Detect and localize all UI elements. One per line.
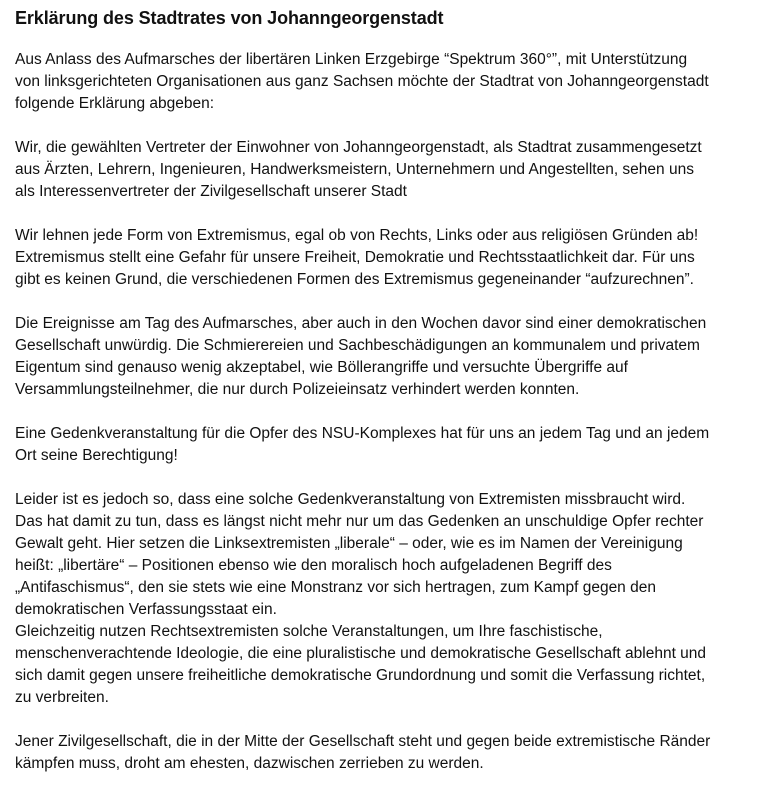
text-line: menschenverachtende Ideologie, die eine pluralistische und demokratische Gesellschaft ablehnt und xyxy=(15,645,707,662)
paragraph xyxy=(15,423,775,467)
text-line: sich damit gegen unsere freiheitliche demokratische Grundordnung und somit die Verfassung richtet, xyxy=(15,667,706,684)
paragraph xyxy=(15,313,775,401)
text-line: Das hat damit zu tun, dass es längst nicht mehr nur um das Gedenken an unschuldige Opfer rechter xyxy=(15,513,704,530)
text-line: Die Ereignisse am Tag des Aufmarsches, aber auch in den Wochen davor sind einer demokratischen xyxy=(15,315,707,332)
text-line: folgende Erklärung abgeben: xyxy=(15,95,215,112)
document-title: Erklärung des Stadtrates von Johanngeorgenstadt xyxy=(15,8,444,28)
text-line: Gewalt geht. Hier setzen die Linksextremisten „liberale“ – oder, wie es im Namen der Vereinigung xyxy=(15,535,683,552)
text-line: heißt: „libertäre“ – Positionen ebenso wie den moralisch hoch aufgeladenen Begriff des xyxy=(15,557,612,574)
paragraph xyxy=(15,225,775,291)
text-line: Eine Gedenkveranstaltung für die Opfer des NSU-Komplexes hat für uns an jedem Tag und an jedem xyxy=(15,425,710,442)
paragraph xyxy=(15,621,775,709)
text-line: Aus Anlass des Aufmarsches der libertären Linken Erzgebirge “Spektrum 360°”, mit Unterstützung xyxy=(15,51,688,68)
text-line: demokratischen Verfassungsstaat ein. xyxy=(15,601,277,618)
text-line: als Interessenvertreter der Zivilgesellschaft unserer Stadt xyxy=(15,183,407,200)
paragraph xyxy=(15,489,775,621)
text-line: kämpfen muss, droht am ehesten, dazwischen zerrieben zu werden. xyxy=(15,755,484,772)
paragraph xyxy=(15,49,775,115)
text-line: Wir, die gewählten Vertreter der Einwohner von Johanngeorgenstadt, als Stadtrat zusammengesetzt xyxy=(15,139,702,156)
text-line: Leider ist es jedoch so, dass eine solche Gedenkveranstaltung von Extremisten missbraucht wird. xyxy=(15,491,686,508)
text-line: aus Ärzten, Lehrern, Ingenieuren, Handwerksmeistern, Unternehmern und Angestellten, sehen uns xyxy=(15,161,694,178)
text-line: „Antifaschismus“, den sie stets wie eine Monstranz vor sich hertragen, zum Kampf gegen den xyxy=(15,579,656,596)
text-line: gibt es keinen Grund, die verschiedenen Formen des Extremismus gegeneinander “aufzurechnen”. xyxy=(15,271,694,288)
text-line: Ort seine Berechtigung! xyxy=(15,447,178,464)
text-line: zu verbreiten. xyxy=(15,689,109,706)
text-line: Extremismus stellt eine Gefahr für unsere Freiheit, Demokratie und Rechtsstaatlichkeit dar. Für uns xyxy=(15,249,695,266)
text-line: Wir lehnen jede Form von Extremismus, egal ob von Rechts, Links oder aus religiösen Gründen ab! xyxy=(15,227,699,244)
text-line: Eigentum sind genauso wenig akzeptabel, wie Böllerangriffe und versuchte Übergriffe auf xyxy=(15,359,628,376)
text-line: Jener Zivilgesellschaft, die in der Mitte der Gesellschaft steht und gegen beide extremistische Ränder xyxy=(15,733,711,750)
text-line: Versammlungsteilnehmer, die nur durch Polizeieinsatz verhindert werden konnten. xyxy=(15,381,580,398)
paragraph xyxy=(15,731,775,775)
text-line: von linksgerichteten Organisationen aus ganz Sachsen möchte der Stadtrat von Johanngeorgenstadt xyxy=(15,73,709,90)
text-line: Gleichzeitig nutzen Rechtsextremisten solche Veranstaltungen, um Ihre faschistische, xyxy=(15,623,603,640)
document-body xyxy=(15,49,780,775)
paragraph xyxy=(15,137,775,203)
text-line: Gesellschaft unwürdig. Die Schmierereien und Sachbeschädigungen an kommunalem und privatem xyxy=(15,337,700,354)
